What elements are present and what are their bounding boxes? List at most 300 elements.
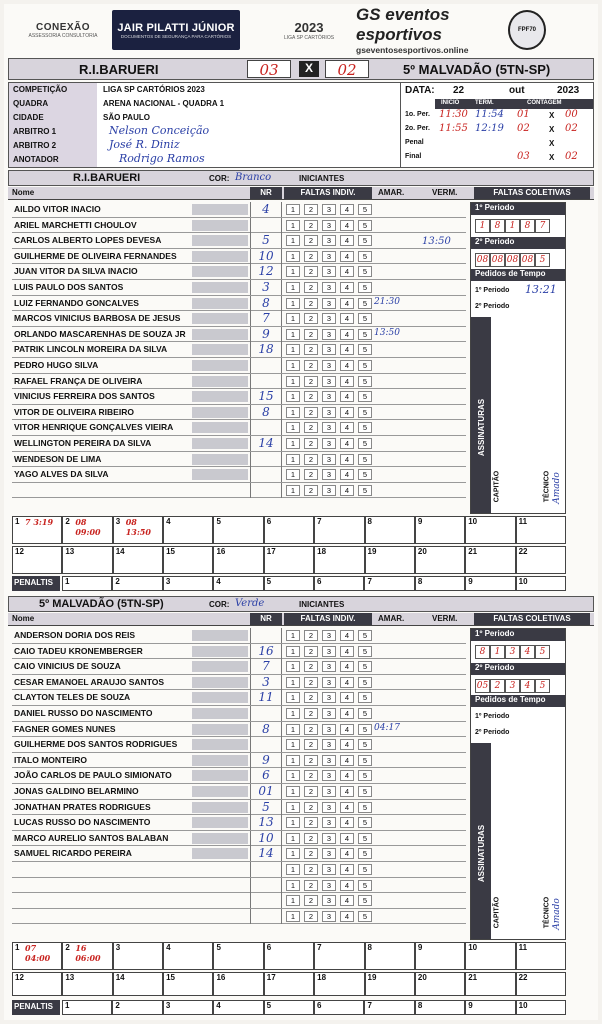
foul-box: 4 (340, 407, 354, 418)
foul-box: 3 (322, 469, 336, 480)
foul-box: 2 (304, 220, 318, 231)
foul-box: 2 (304, 235, 318, 246)
conexao-title: CONEXÃO (35, 21, 91, 33)
player-doc-redacted (192, 438, 248, 449)
period-term: 12:19 (475, 123, 504, 134)
player-row (12, 358, 466, 374)
foul-tally-box: 1 (505, 219, 520, 233)
foul-boxes (286, 739, 372, 750)
foul-tally-box: 1 (490, 645, 505, 659)
foul-box: 1 (286, 895, 300, 906)
player-row (12, 644, 466, 660)
foul-box: 2 (304, 313, 318, 324)
foul-box: 5 (358, 235, 372, 246)
foul-box: 2 (304, 485, 318, 496)
period-x: X (549, 125, 555, 134)
penalty-slot: 6 (314, 576, 364, 591)
foul-boxes (286, 204, 372, 215)
gs-site: gseventosesportivos.online (356, 45, 469, 55)
player-doc-redacted (192, 376, 248, 387)
player-name: CAIO TADEU KRONEMBERGER (14, 645, 143, 656)
penalty-slot: 9 (465, 1000, 515, 1015)
player-row (12, 737, 466, 753)
player-name: LUIS PAULO DOS SANTOS (14, 282, 124, 292)
foul-box: 5 (358, 661, 372, 672)
player-name: AILDO VITOR INACIO (14, 204, 101, 214)
player-row (12, 878, 466, 894)
foul-box: 2 (304, 376, 318, 387)
period-inicio: 11:30 (439, 109, 468, 120)
foul-box: 4 (340, 376, 354, 387)
player-doc-redacted (192, 848, 248, 859)
foul-boxes (286, 661, 372, 672)
foul-boxes (286, 485, 372, 496)
player-row (12, 862, 466, 878)
foul-box: 3 (322, 833, 336, 844)
player-name: SAMUEL RICARDO PEREIRA (14, 848, 132, 859)
player-row (12, 753, 466, 769)
foul-box: 5 (358, 422, 372, 433)
goal-slot (465, 942, 515, 970)
goal-slot (264, 942, 314, 970)
foul-box: 3 (322, 344, 336, 355)
versus-mark: X (299, 61, 319, 77)
goal-slot-number: 11 (518, 943, 528, 952)
player-yellow-card: 04:17 (374, 722, 400, 733)
fpf-title: FPF70 (517, 27, 536, 33)
player-number (250, 218, 282, 233)
team-a-header (8, 170, 594, 186)
goal-slot (12, 942, 62, 970)
player-row (12, 846, 466, 862)
foul-box: 2 (304, 391, 318, 402)
home-score: 03 (247, 60, 291, 78)
conexao-logo (28, 10, 98, 50)
cidade-value: SÃO PAULO (103, 113, 150, 122)
team-a-penaltis-label: PENALTIS (12, 576, 60, 591)
team-b-iniciantes: INICIANTES (299, 600, 345, 609)
foul-box: 5 (358, 313, 372, 324)
foul-box: 4 (340, 454, 354, 465)
player-name: MARCOS VINICIUS BARBOSA DE JESUS (14, 313, 181, 324)
goal-slot (163, 942, 213, 970)
foul-box: 2 (304, 848, 318, 859)
foul-box: 4 (340, 329, 354, 340)
foul-box: 5 (358, 438, 372, 449)
foul-box: 3 (322, 329, 336, 340)
player-row (12, 675, 466, 691)
foul-boxes (286, 251, 372, 262)
player-doc-redacted (192, 646, 248, 657)
match-info (8, 82, 428, 168)
arbitro1-label: ARBITRO 1 (13, 127, 57, 136)
goal-slot (415, 942, 465, 970)
foul-box: 3 (322, 880, 336, 891)
goal-slot (314, 516, 364, 544)
jair-sub: DOCUMENTOS DE SEGURANÇA PARA CARTÓRIOS (120, 33, 232, 39)
foul-boxes (286, 438, 372, 449)
foul-box: 1 (286, 438, 300, 449)
goal-slot-number: 5 (216, 943, 221, 952)
inicio-label: INICIO (441, 100, 460, 106)
player-name: JONATHAN PRATES RODRIGUES (14, 801, 151, 812)
foul-box: 3 (322, 770, 336, 781)
foul-box: 3 (322, 864, 336, 875)
foul-box: 4 (340, 485, 354, 496)
b-col-nome: Nome (12, 614, 35, 623)
foul-box: 2 (304, 724, 318, 735)
goal-slot-number: 3 (115, 943, 121, 952)
goal-slot (213, 942, 263, 970)
goal-slot-number: 3 (115, 517, 121, 526)
goal-slot-number: 5 (216, 517, 221, 526)
team-b-assinaturas: ASSINATURAS (477, 824, 487, 883)
period-label: Final (405, 153, 422, 160)
foul-boxes (286, 422, 372, 433)
goal-slot-number: 16 (216, 973, 226, 982)
team-b-tecnico: TÉCNICO (543, 896, 551, 929)
player-row (12, 659, 466, 675)
penalty-slot: 2 (112, 1000, 162, 1015)
player-doc-redacted (192, 266, 248, 277)
foul-box: 1 (286, 235, 300, 246)
foul-boxes (286, 376, 372, 387)
player-row (12, 280, 466, 296)
player-doc-redacted (192, 235, 248, 246)
foul-box: 2 (304, 770, 318, 781)
goal-slot-number: 6 (266, 943, 272, 952)
quadra-value: ARENA NACIONAL - QUADRA 1 (103, 99, 225, 108)
player-number: 5 (250, 233, 282, 248)
foul-box: 2 (304, 282, 318, 293)
b-col-faltas: FALTAS INDIV. (284, 613, 372, 625)
anotador-label: ANOTADOR (13, 155, 59, 164)
foul-box: 4 (340, 692, 354, 703)
goal-slot-number: 12 (15, 547, 24, 556)
goal-slot-number: 9 (417, 517, 423, 526)
foul-tally-box: 8 (520, 219, 535, 233)
foul-box: 3 (322, 251, 336, 262)
goal-slot (516, 972, 566, 996)
goal-note: 07 04:00 (25, 943, 51, 963)
foul-tally-box: 05 (476, 681, 489, 691)
foul-box: 4 (340, 630, 354, 641)
goal-slot (465, 516, 515, 544)
foul-box: 3 (322, 739, 336, 750)
jair-title: JAIR PILATTI JÚNIOR (117, 21, 235, 34)
foul-box: 5 (358, 360, 372, 371)
penalty-slot: 5 (264, 576, 314, 591)
competicao-label: COMPETIÇÃO (13, 85, 68, 94)
foul-box: 1 (286, 864, 300, 875)
foul-box: 4 (340, 251, 354, 262)
player-doc-redacted (192, 724, 248, 735)
foul-box: 3 (322, 360, 336, 371)
foul-box: 5 (358, 880, 372, 891)
foul-tally-box: 1 (475, 219, 490, 233)
player-number: 7 (250, 311, 282, 326)
foul-boxes (286, 282, 372, 293)
foul-box: 4 (340, 880, 354, 891)
player-row (12, 483, 466, 499)
player-number: 8 (250, 296, 282, 311)
player-name: CAIO VINICIUS DE SOUZA (14, 661, 121, 672)
foul-box: 1 (286, 833, 300, 844)
player-name: DANIEL RUSSO DO NASCIMENTO (14, 708, 153, 718)
foul-box: 4 (340, 646, 354, 657)
goal-slot (62, 546, 112, 574)
player-name: PEDRO HUGO SILVA (14, 360, 99, 370)
team-a-side-panel (470, 202, 566, 514)
goal-slot-number: 18 (317, 547, 327, 556)
foul-boxes (286, 833, 372, 844)
foul-box: 3 (322, 817, 336, 828)
foul-boxes (286, 786, 372, 797)
goal-slot-number: 19 (367, 547, 377, 556)
player-number: 10 (250, 249, 282, 264)
team-a-assinaturas: ASSINATURAS (477, 398, 487, 457)
player-row (12, 249, 466, 265)
contagem-label: CONTAGEM (527, 100, 562, 106)
foul-boxes (286, 298, 372, 309)
player-row (12, 374, 466, 390)
b-col-faltas-coletivas: FALTAS COLETIVAS (474, 613, 590, 625)
foul-box: 1 (286, 469, 300, 480)
gs-title: GS eventos esportivos (356, 5, 450, 44)
team-b-pedido2-label: 2º Periodo (475, 729, 510, 736)
foul-box: 4 (340, 770, 354, 781)
foul-box: 2 (304, 630, 318, 641)
penalty-slot: 1 (62, 576, 112, 591)
foul-box: 4 (340, 848, 354, 859)
foul-box: 4 (340, 661, 354, 672)
foul-boxes (286, 360, 372, 371)
foul-box: 3 (322, 407, 336, 418)
foul-box: 4 (340, 895, 354, 906)
player-number (250, 452, 282, 467)
goal-slot-number: 20 (417, 547, 427, 556)
team-b-cor-value: Verde (235, 598, 265, 609)
away-score: 02 (325, 60, 369, 78)
goal-slot-number: 9 (417, 943, 423, 952)
foul-box: 1 (286, 313, 300, 324)
period-away: 00 (565, 109, 578, 120)
foul-box: 3 (322, 313, 336, 324)
player-doc-redacted (192, 755, 248, 766)
foul-box: 1 (286, 880, 300, 891)
player-name: LUCAS RUSSO DO NASCIMENTO (14, 817, 151, 828)
foul-boxes (286, 802, 372, 813)
foul-box: 4 (340, 724, 354, 735)
b-col-amar: AMAR. (378, 614, 405, 623)
foul-box: 4 (340, 802, 354, 813)
player-number: 16 (250, 644, 282, 659)
player-number (250, 878, 282, 893)
foul-box: 3 (322, 724, 336, 735)
player-number: 5 (250, 800, 282, 815)
team-b-p2-label: 2º Periodo (471, 663, 565, 675)
team-a-name: R.I.BARUERI (73, 172, 141, 184)
foul-box: 4 (340, 911, 354, 922)
goal-slot (113, 972, 163, 996)
player-number: 9 (250, 753, 282, 768)
goal-slot (314, 972, 364, 996)
player-doc-redacted (192, 770, 248, 781)
foul-box: 1 (286, 344, 300, 355)
goal-slot (163, 516, 213, 544)
col-nr: NR (250, 187, 282, 199)
goal-slot-number: 4 (166, 517, 171, 526)
goal-slot (465, 972, 515, 996)
period-away: 02 (565, 151, 578, 162)
foul-box: 5 (358, 708, 372, 719)
goal-slot-number: 15 (166, 973, 175, 982)
team-b-goals-row2 (12, 972, 566, 996)
team-b-name: 5º MALVADÃO (5TN-SP) (39, 598, 164, 610)
team-a-verm-note: 13:50 (422, 236, 451, 247)
foul-tally-box: 4 (520, 679, 535, 693)
player-name: VITOR HENRIQUE GONÇALVES VIEIRA (14, 422, 174, 433)
period-away: 02 (565, 123, 578, 134)
foul-tally-box: 8 (475, 645, 490, 659)
foul-box: 2 (304, 895, 318, 906)
goal-slot (415, 972, 465, 996)
foul-box: 1 (286, 802, 300, 813)
foul-box: 3 (322, 454, 336, 465)
col-faltas: FALTAS INDIV. (284, 187, 372, 199)
player-name: JONAS GALDINO BELARMINO (14, 786, 139, 796)
foul-boxes (286, 755, 372, 766)
quadra-label: QUADRA (13, 99, 49, 108)
cidade-label: CIDADE (13, 113, 44, 122)
foul-box: 3 (322, 204, 336, 215)
player-number (250, 628, 282, 643)
foul-box: 5 (358, 485, 372, 496)
foul-boxes (286, 864, 372, 875)
foul-box: 5 (358, 817, 372, 828)
goal-slot-number: 19 (367, 973, 377, 982)
player-name: ORLANDO MASCARENHAS DE SOUZA JR (14, 328, 186, 339)
player-row (12, 815, 466, 831)
player-row (12, 722, 466, 738)
goal-slot-number: 15 (166, 547, 175, 556)
team-a-p2-boxes (475, 253, 550, 267)
foul-box: 3 (322, 848, 336, 859)
foul-box: 5 (358, 469, 372, 480)
player-row (12, 690, 466, 706)
player-doc-redacted (192, 251, 248, 262)
team-b-pedido1-label: 1º Periodo (475, 713, 510, 720)
foul-box: 1 (286, 692, 300, 703)
player-row (12, 467, 466, 483)
player-name: JUAN VITOR DA SILVA INACIO (14, 266, 138, 277)
team-b-p1-boxes (475, 645, 550, 659)
player-number: 11 (250, 690, 282, 705)
arbitro1-value: Nelson Conceição (109, 124, 210, 137)
team-b-header (8, 596, 594, 612)
goal-slot (163, 972, 213, 996)
player-number (250, 483, 282, 498)
team-a-cor-label: COR: (209, 174, 230, 183)
penalty-slot: 9 (465, 576, 515, 591)
team-a-p2-label: 2º Periodo (471, 237, 565, 249)
col-amar: AMAR. (378, 188, 405, 197)
foul-box: 5 (358, 251, 372, 262)
foul-box: 4 (340, 708, 354, 719)
foul-tally-box: 08 (491, 255, 504, 265)
penalty-slot: 6 (314, 1000, 364, 1015)
foul-tally-box: 5 (535, 679, 550, 693)
team-a-capitao: CAPITÃO (493, 470, 501, 503)
foul-box: 2 (304, 204, 318, 215)
player-row (12, 628, 466, 644)
team-a-iniciantes: INICIANTES (299, 174, 345, 183)
goal-slot-number: 14 (115, 973, 125, 982)
team-a-tecnico: TÉCNICO (543, 470, 551, 503)
goal-slot (516, 942, 566, 970)
foul-box: 5 (358, 786, 372, 797)
team-b-pedidos-label: Pedidos de Tempo (471, 695, 565, 707)
player-doc-redacted (192, 677, 248, 688)
goal-slot (264, 972, 314, 996)
foul-boxes (286, 220, 372, 231)
goal-slot (12, 546, 62, 574)
player-name: MARCO AURELIO SANTOS BALABAN (14, 832, 169, 843)
foul-box: 1 (286, 708, 300, 719)
foul-box: 1 (286, 391, 300, 402)
goal-slot-number: 7 (317, 517, 322, 526)
foul-box: 5 (358, 755, 372, 766)
liga-logo (280, 10, 338, 50)
foul-boxes (286, 817, 372, 828)
foul-box: 1 (286, 407, 300, 418)
player-row (12, 800, 466, 816)
goal-slot-number: 1 (15, 517, 20, 526)
goal-slot-number: 21 (468, 547, 478, 556)
team-b-capitao: CAPITÃO (493, 896, 501, 929)
goal-slot-number: 6 (266, 517, 272, 526)
player-doc-redacted (192, 407, 248, 418)
foul-box: 5 (358, 848, 372, 859)
goal-slot-number: 7 (317, 943, 322, 952)
fpf-logo (508, 10, 546, 50)
foul-box: 4 (340, 469, 354, 480)
team-a-p1-label: 1º Periodo (471, 203, 565, 215)
goal-slot (365, 942, 415, 970)
team-b-penaltis-label: PENALTIS (12, 1000, 60, 1015)
b-col-verm: VERM. (432, 614, 458, 623)
goal-slot-number: 13 (65, 547, 75, 556)
goal-slot (365, 546, 415, 574)
player-number: 4 (250, 202, 282, 217)
player-number (250, 358, 282, 373)
foul-box: 2 (304, 755, 318, 766)
player-row (12, 327, 466, 343)
team-a-tecnico-sig: Amado (551, 472, 562, 504)
player-row (12, 893, 466, 909)
foul-boxes (286, 692, 372, 703)
jair-logo (112, 10, 240, 50)
goal-slot-number: 14 (115, 547, 125, 556)
period-x: X (549, 139, 555, 148)
player-doc-redacted (192, 220, 248, 231)
player-name: ITALO MONTEIRO (14, 754, 88, 765)
player-doc-redacted (192, 360, 248, 371)
foul-box: 2 (304, 817, 318, 828)
player-doc-redacted (192, 344, 248, 355)
period-x: X (549, 111, 555, 120)
player-name: ARIEL MARCHETTI CHOULOV (14, 219, 137, 230)
